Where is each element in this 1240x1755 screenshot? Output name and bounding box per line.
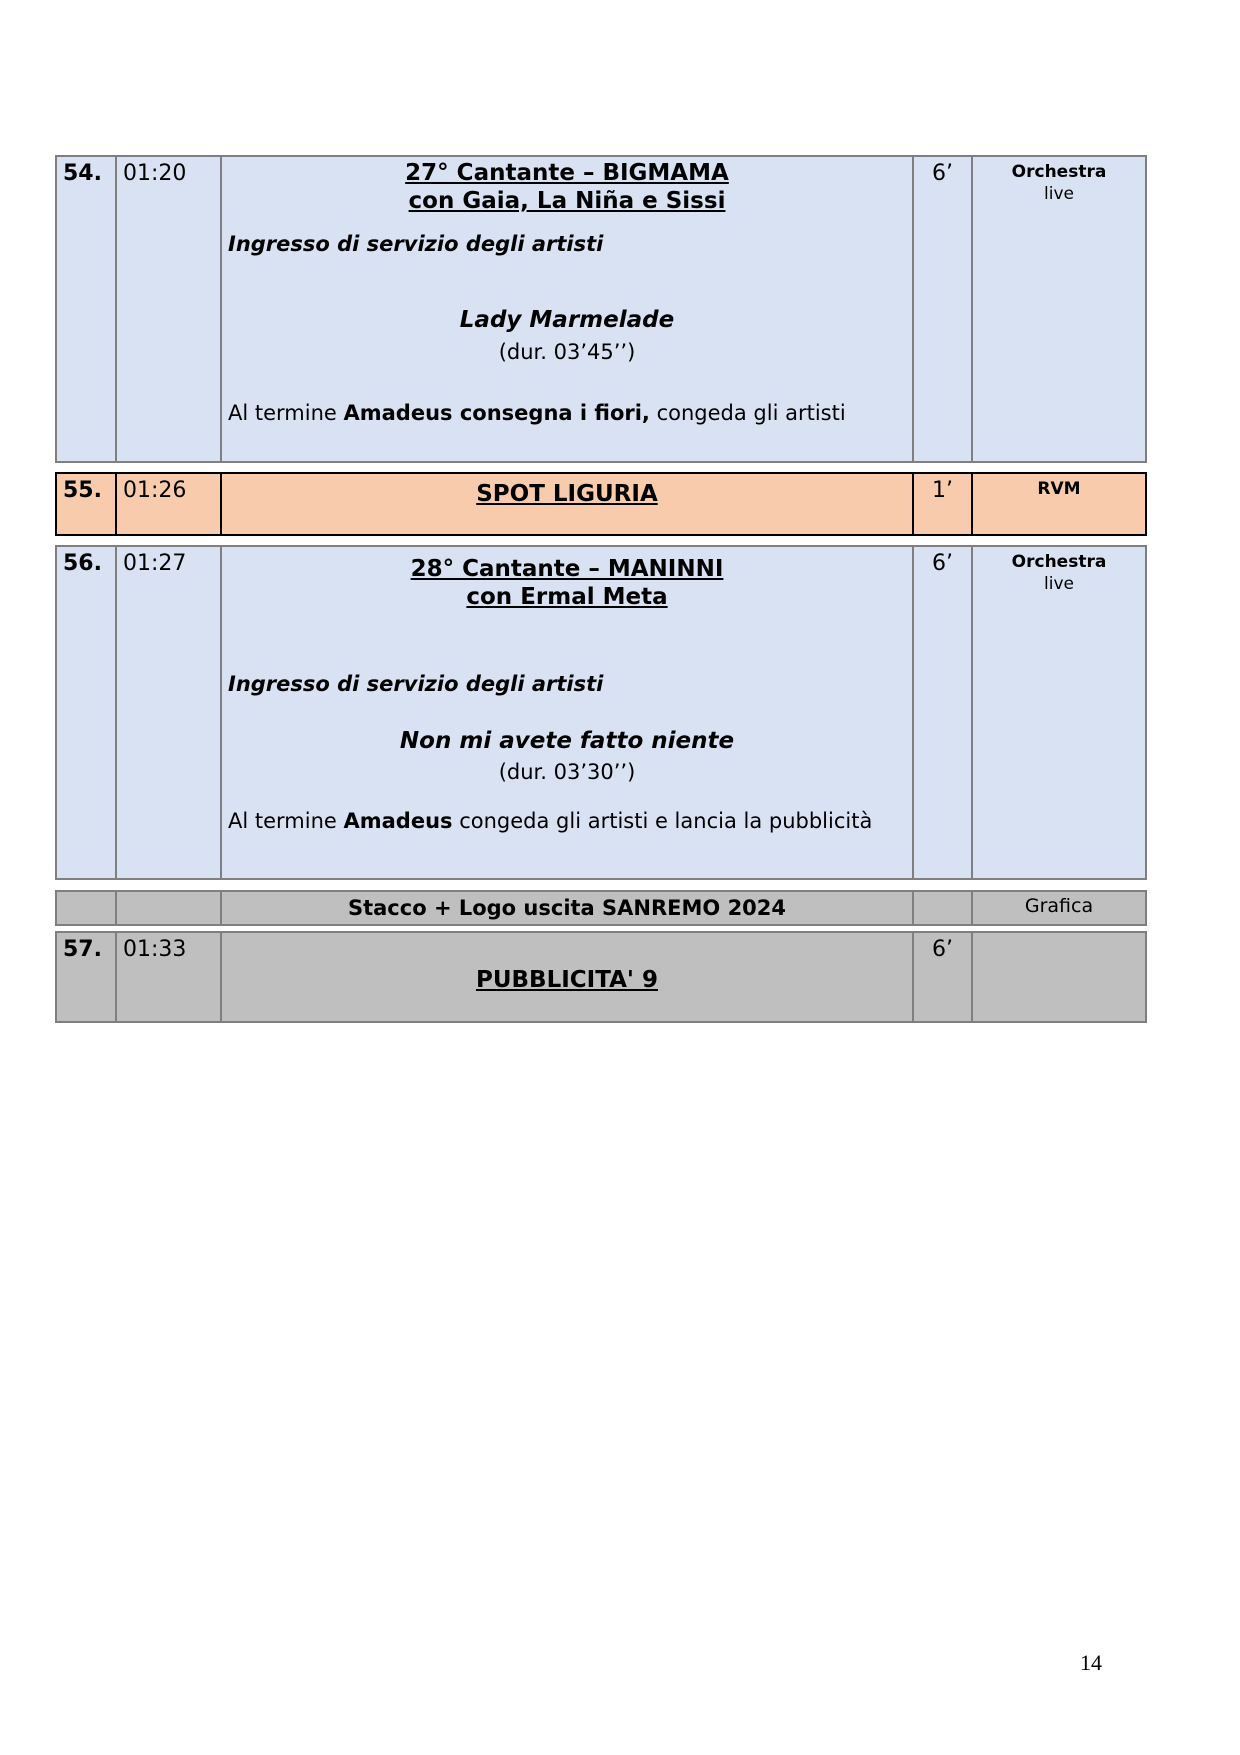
notes-cell <box>972 546 1146 879</box>
time-cell: 01:33 <box>116 932 221 1022</box>
row-number-cell: 54. <box>56 156 116 462</box>
live-label: live <box>1044 184 1074 204</box>
notes-cell <box>972 932 1146 1022</box>
song-title: Non mi avete fatto niente <box>399 728 735 754</box>
closing-text: Al termine <box>228 809 344 833</box>
grafica-label: Grafica <box>1024 895 1094 917</box>
closing-text-bold: Amadeus consegna i fiori, <box>343 401 650 425</box>
description-cell <box>221 156 913 462</box>
rundown-row-57 <box>55 931 1147 1023</box>
row-number-cell: 56. <box>56 546 116 879</box>
description-cell <box>221 932 913 1022</box>
rundown-row-56 <box>55 545 1147 880</box>
duration-cell <box>913 891 972 925</box>
time-cell: 01:20 <box>116 156 221 462</box>
song-title: Lady Marmelade <box>459 307 675 333</box>
segment-subtitle: con Gaia, La Niña e Sissi <box>408 188 726 214</box>
row-number-cell <box>56 891 116 925</box>
orchestra-label: Orchestra <box>1011 552 1107 572</box>
entry-note: Ingresso di servizio degli artisti <box>228 672 604 696</box>
description-cell <box>221 546 913 879</box>
rvm-label: RVM <box>1037 479 1081 499</box>
closing-text-bold: Amadeus <box>343 809 453 833</box>
duration-cell: 6’ <box>913 546 972 879</box>
duration-cell: 6’ <box>913 932 972 1022</box>
entry-note: Ingresso di servizio degli artisti <box>228 232 604 256</box>
time-cell: 01:27 <box>116 546 221 879</box>
description-cell <box>221 891 913 925</box>
segment-title: 28° Cantante – MANINNI <box>410 556 724 582</box>
description-cell <box>221 473 913 535</box>
live-label: live <box>1044 574 1074 594</box>
closing-note <box>228 400 906 427</box>
song-duration: (dur. 03’45’’) <box>498 340 636 364</box>
duration-cell: 6’ <box>913 156 972 462</box>
rundown-row-55 <box>55 472 1147 536</box>
song-duration: (dur. 03’30’’) <box>498 760 636 784</box>
time-cell <box>116 891 221 925</box>
segment-title: 27° Cantante – BIGMAMA <box>405 160 729 186</box>
time-cell: 01:26 <box>116 473 221 535</box>
row-number-cell: 57. <box>56 932 116 1022</box>
orchestra-label: Orchestra <box>1011 162 1107 182</box>
stacco-title: Stacco + Logo uscita SANREMO 2024 <box>347 896 787 920</box>
duration-cell: 1’ <box>913 473 972 535</box>
notes-cell <box>972 156 1146 462</box>
row-number-cell: 55. <box>56 473 116 535</box>
page-number: 14 <box>1080 1650 1102 1675</box>
rundown-row-54 <box>55 155 1147 463</box>
notes-cell <box>972 473 1146 535</box>
segment-title: PUBBLICITA' 9 <box>475 967 658 993</box>
segment-subtitle: con Ermal Meta <box>466 584 668 610</box>
notes-cell <box>972 891 1146 925</box>
rundown-row-stacco <box>55 890 1147 926</box>
closing-note <box>228 808 906 835</box>
closing-text: congeda gli artisti e lancia la pubblicità <box>452 809 873 833</box>
segment-title: SPOT LIGURIA <box>476 481 658 507</box>
closing-text: Al termine <box>228 401 344 425</box>
closing-text: congeda gli artisti <box>649 401 846 425</box>
